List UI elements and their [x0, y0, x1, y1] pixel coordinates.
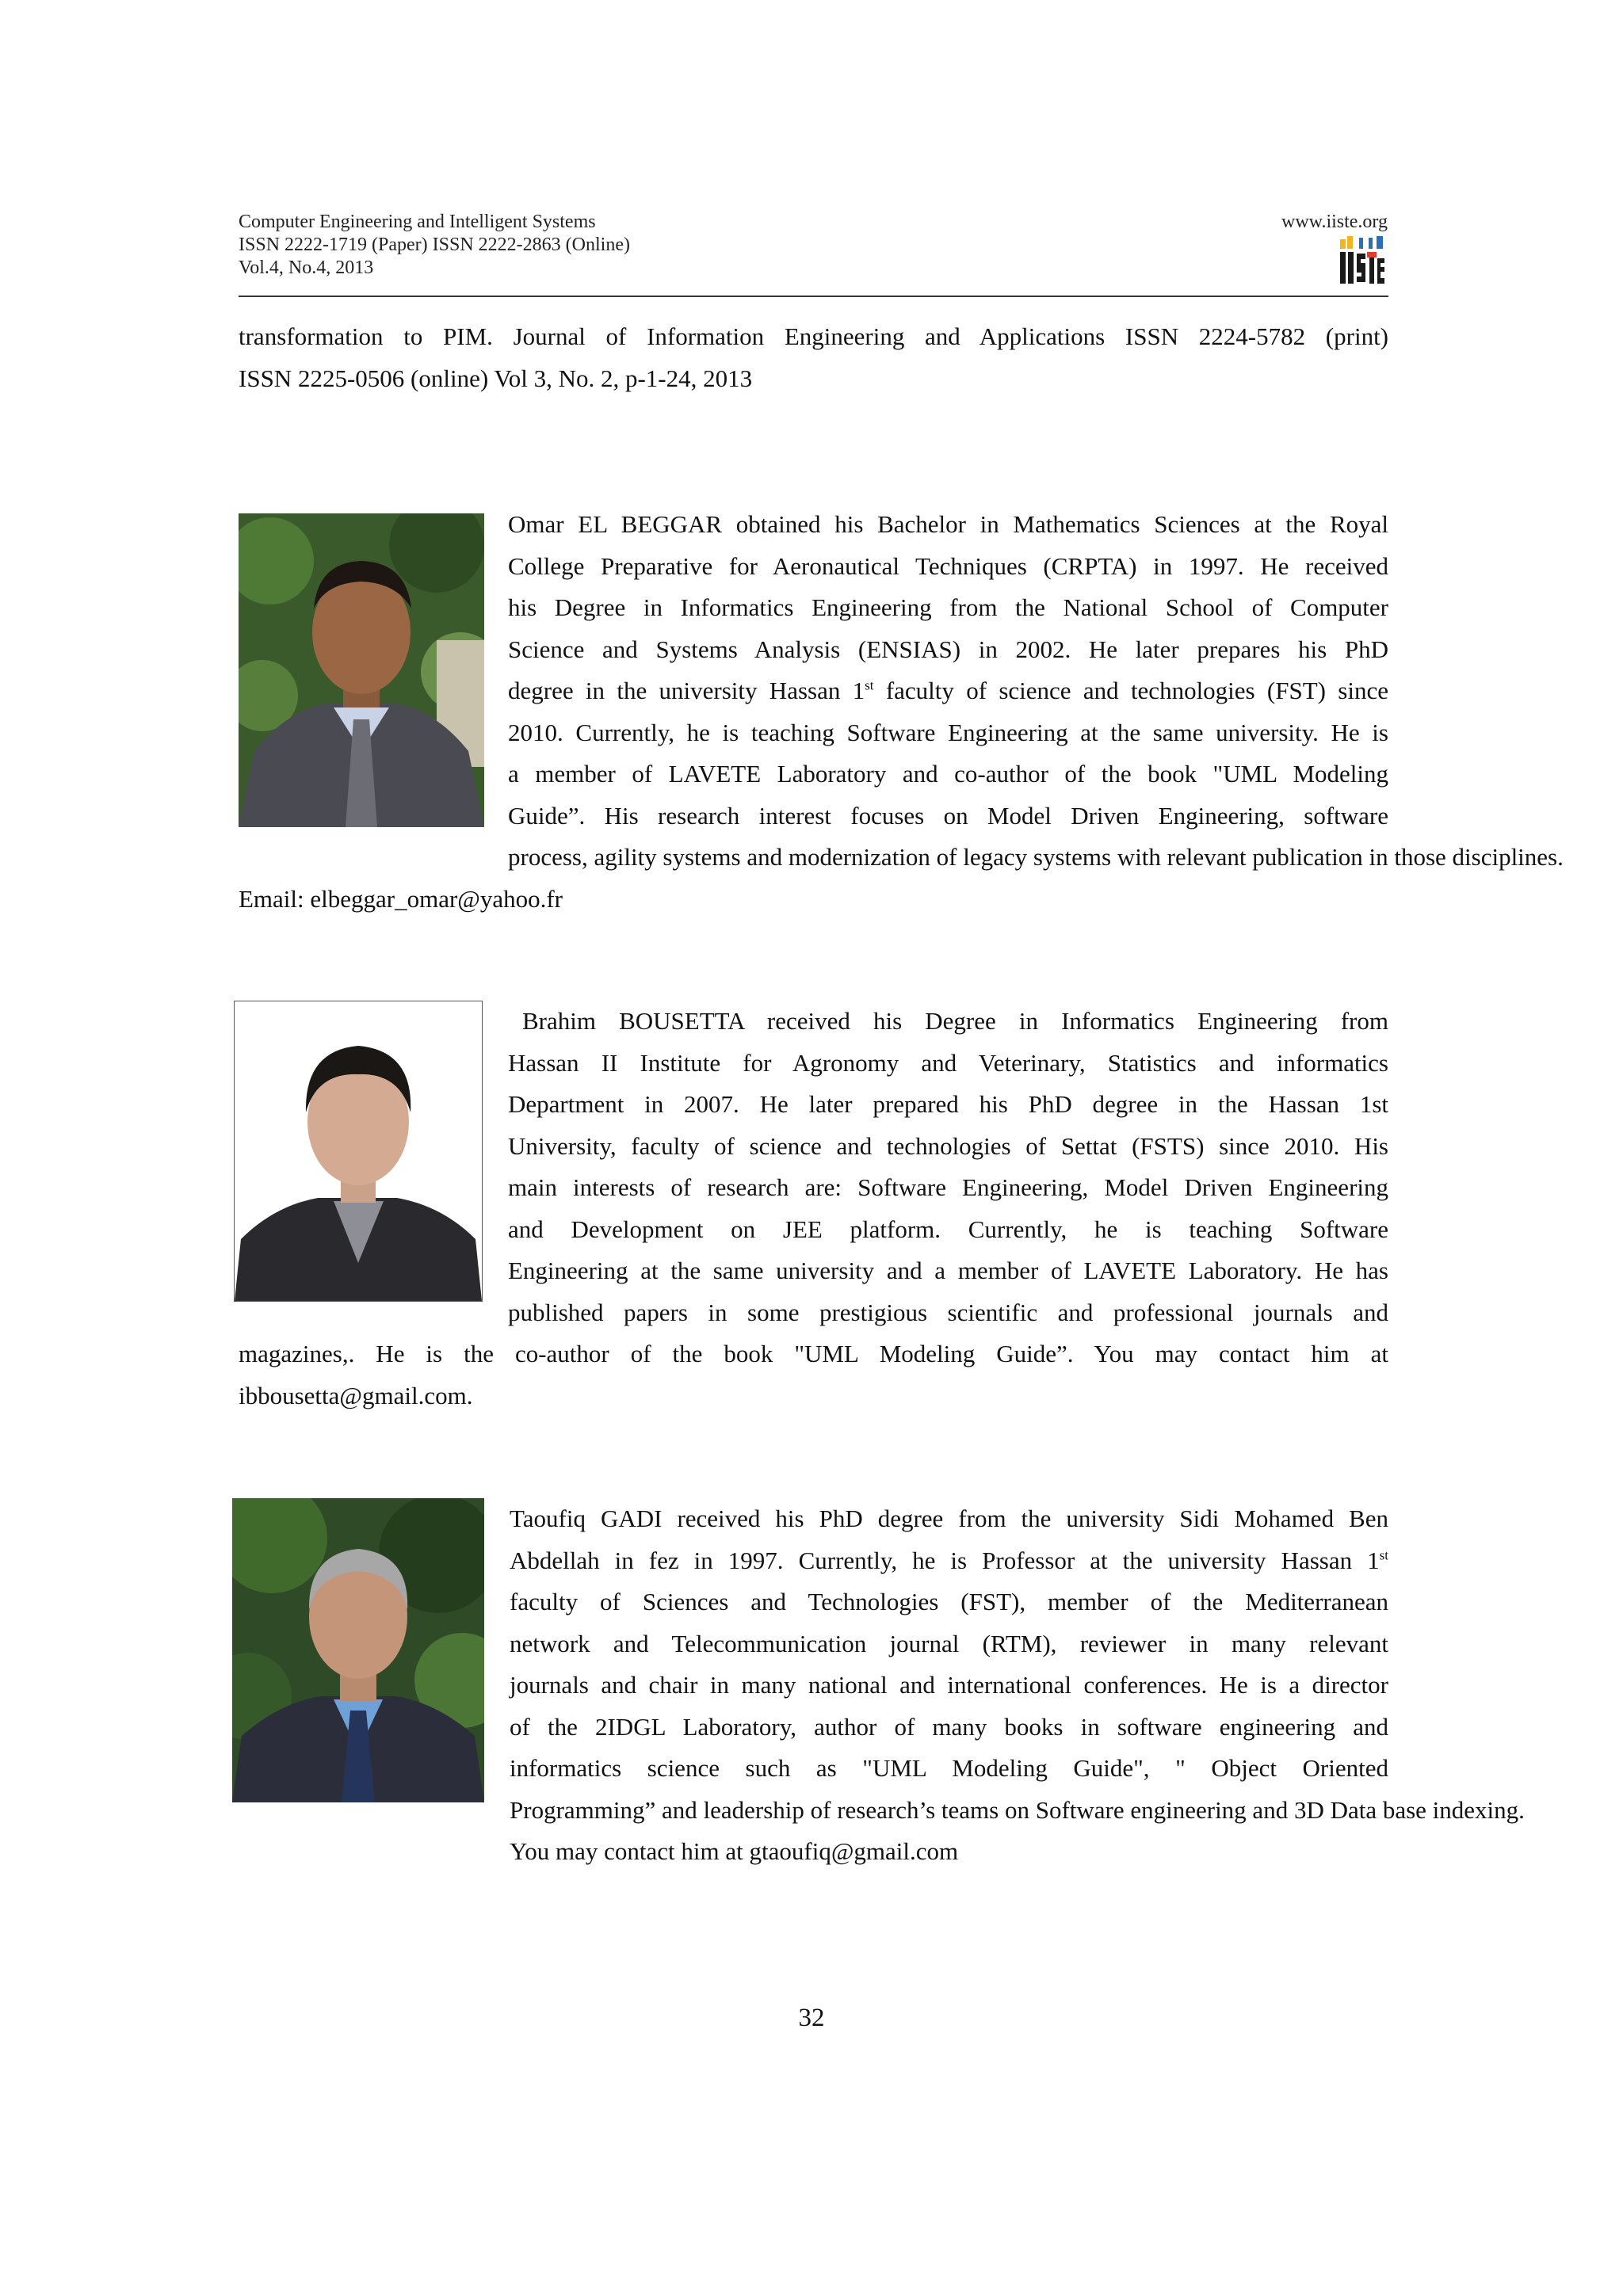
iiste-logo-icon — [1338, 235, 1386, 287]
portrait-photo-icon — [239, 513, 484, 827]
journal-title: Computer Engineering and Intelligent Systems — [239, 212, 596, 232]
journal-header — [239, 211, 1388, 295]
reference-line-2: ISSN 2225-0506 (online) Vol 3, No. 2, p-1-24, 2013 — [239, 364, 753, 392]
reference-line-1: transformation to PIM. Journal of Information Engineering and Applications ISSN 2224-5782 (print) — [239, 322, 1388, 350]
author-photo-brahim-bousetta — [234, 1001, 483, 1302]
author-bio-brahim-bousetta: Brahim BOUSETTA received his Degree in Informatics Engineering from Hassan II Institute for Agronomy and Veterinary, Statistics and informatics Department in 2007. He later prepared his PhD degree in the Hassan 1st University, faculty of science and technologies of Settat (FSTS) since 2010. His main interests of research are: Software Engineering, Model Driven Engineering and Development on JEE platform. Currently, he is teaching Software Engineering at the same university and a member of LAVETE Laboratory. He has published papers in some prestigious scientific and professional journals and magazines,. He is the co-author of the book "UML Modeling Guide”. You may contact him at ibbousetta@gmail.com. — [239, 1001, 1388, 1417]
journal-issn: ISSN 2222-1719 (Paper) ISSN 2222-2863 (Online) — [239, 235, 630, 255]
author-email[interactable]: You may contact him at gtaoufiq@gmail.com — [510, 1837, 959, 1865]
author-bio-omar-el-beggar: Omar EL BEGGAR obtained his Bachelor in Mathematics Sciences at the Royal College Preparative for Aeronautical Techniques (CRPTA) in 1997. He received his Degree in Informatics Engineering from the National School of Computer Science and Systems Analysis (ENSIAS) in 2002. He later prepares his PhD degree in the university Hassan 1st faculty of science and technologies (FST) since 2010. Currently, he is teaching Software Engineering at the same university. He is a member of LAVETE Laboratory and co-author of the book "UML Modeling Guide”. His research interest focuses on Model Driven Engineering, software process, agility systems and modernization of legacy systems with relevant publication in those disciplines. Email: elbeggar_omar@yahoo.fr — [239, 504, 1388, 920]
portrait-photo-icon — [232, 1498, 484, 1802]
journal-volume: Vol.4, No.4, 2013 — [239, 257, 374, 278]
reference-continuation — [239, 316, 1388, 399]
journal-url[interactable]: www.iiste.org — [1281, 212, 1388, 232]
author-email[interactable]: Email: elbeggar_omar@yahoo.fr — [239, 884, 563, 913]
author-photo-taoufiq-gadi — [232, 1498, 484, 1802]
author-bio-taoufiq-gadi: Taoufiq GADI received his PhD degree from the university Sidi Mohamed Ben Abdellah in fez in 1997. Currently, he is Professor at the university Hassan 1st faculty of Sciences and Technologies (FST), member of the Mediterranean network and Telecommunication journal (RTM), reviewer in many relevant journals and chair in many national and international conferences. He is a director of the 2IDGL Laboratory, author of many books in software engineering and informatics science such as "UML Modeling Guide", " Object Oriented Programming” and leadership of research’s teams on Software engineering and 3D Data base indexing. You may contact him at gtaoufiq@gmail.com — [239, 1498, 1388, 1873]
header-divider — [239, 296, 1388, 297]
portrait-photo-icon — [235, 1001, 482, 1301]
page-number: 32 — [798, 2004, 825, 2032]
author-email[interactable]: ibbousetta@gmail.com. — [239, 1381, 473, 1409]
author-photo-omar-el-beggar — [239, 513, 484, 838]
